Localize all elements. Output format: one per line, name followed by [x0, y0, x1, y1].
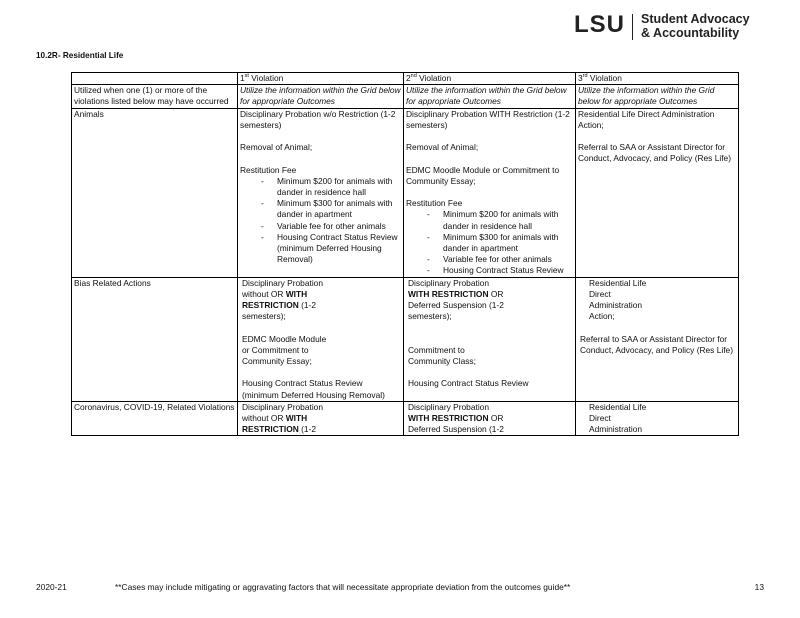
text: Restitution Fee — [240, 164, 297, 175]
covid-label: Coronavirus, COVID-19, Related Violations — [72, 401, 238, 436]
footer-year: 2020-21 — [36, 582, 67, 592]
intro-label: Utilized when one (1) or more of the violations listed below may have occurred — [72, 85, 238, 108]
list-item: - Minimum $200 for animals with dander in residence hall — [427, 209, 573, 231]
covid-v2: Disciplinary Probation WITH RESTRICTION OR Deferred Suspension (1-2 — [404, 401, 576, 436]
intro-v3: Utilize the information within the Grid below for appropriate Outcomes — [576, 85, 739, 108]
bias-row — [72, 277, 739, 401]
text: Referral to SAA or Assistant Director for Conduct, Advocacy, and Policy (Res Life) — [578, 142, 731, 164]
fee-list — [240, 176, 401, 266]
outcomes-grid — [71, 72, 739, 436]
footer-note: **Cases may include mitigating or aggravating factors that will necessitate appropriate deviation from the outcomes guide** — [115, 582, 571, 592]
covid-v3: Residential Life Direct Administration — [576, 401, 739, 436]
lsu-logo — [574, 12, 750, 44]
bias-v3: Residential Life Direct Administration Action; Referral to SAA or Assistant Director for Conduct, Advocacy, and Policy (Res Life) — [576, 277, 739, 401]
header-third-violation: 3rd Violation — [576, 73, 739, 85]
list-item: - Minimum $200 for animals with dander in residence hall — [261, 176, 401, 198]
text: Disciplinary Probation w/o Restriction (1-2 semesters) — [240, 108, 396, 130]
animals-v3 — [576, 108, 739, 277]
intro-v2: Utilize the information within the Grid below for appropriate Outcomes — [404, 85, 576, 108]
bias-label: Bias Related Actions — [72, 277, 238, 401]
animals-label: Animals — [72, 108, 238, 277]
animals-v2 — [404, 108, 576, 277]
text: Residential Life Direct Administration Action; — [578, 108, 715, 130]
list-item: - Minimum $300 for animals with dander in apartment — [427, 232, 573, 254]
text: Removal of Animal; — [406, 142, 479, 153]
header-first-violation: 1st Violation — [238, 73, 404, 85]
text: EDMC Moodle Module or Commitment to Community Essay; — [406, 164, 560, 186]
department-line-2: & Accountability — [641, 25, 740, 40]
intro-v1: Utilize the information within the Grid below for appropriate Outcomes — [238, 85, 404, 108]
list-item: - Housing Contract Status Review (minimum Deferred Housing Removal) — [261, 232, 401, 266]
intro-row — [72, 85, 739, 108]
department-name — [641, 13, 750, 40]
page-number: 13 — [754, 582, 764, 592]
header-row — [72, 73, 739, 85]
section-title: 10.2R- Residential Life — [36, 51, 124, 60]
header-blank — [72, 73, 238, 85]
list-item: - Variable fee for other animals — [261, 221, 401, 232]
fee-list — [406, 209, 573, 276]
text: Removal of Animal; — [240, 142, 313, 153]
covid-row — [72, 401, 739, 436]
bias-v2: Disciplinary Probation WITH RESTRICTION OR Deferred Suspension (1-2 semesters); Commitment to Community Class; Housing Contract Status Review — [404, 277, 576, 401]
covid-v1: Disciplinary Probation without OR WITH RESTRICTION (1-2 — [238, 401, 404, 436]
list-item: - Housing Contract Status Review — [427, 265, 573, 276]
animals-row — [72, 108, 739, 277]
list-item: - Minimum $300 for animals with dander in apartment — [261, 198, 401, 220]
text: Restitution Fee — [406, 198, 463, 209]
bias-v1: Disciplinary Probation without OR WITH RESTRICTION (1-2 semesters); EDMC Moodle Module or Commitment to Community Essay; Housing Contract Status Review (minimum Deferred Housing Removal) — [238, 277, 404, 401]
list-item: - Variable fee for other animals — [427, 254, 573, 265]
logo-divider — [632, 14, 633, 40]
department-line-1: Student Advocacy — [641, 12, 750, 26]
animals-v1 — [238, 108, 404, 277]
text: Disciplinary Probation WITH Restriction (1-2 semesters) — [406, 108, 570, 130]
lsu-wordmark: LSU — [574, 11, 625, 38]
header-second-violation: 2nd Violation — [404, 73, 576, 85]
